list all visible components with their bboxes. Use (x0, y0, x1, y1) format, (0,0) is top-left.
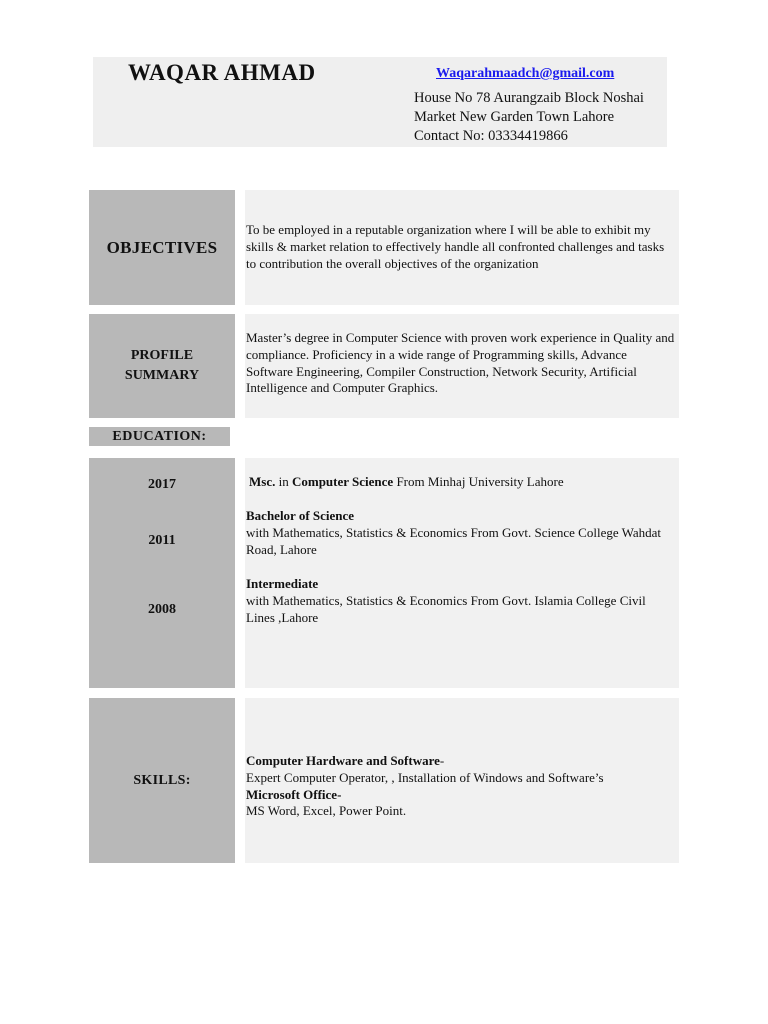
msc-degree: Msc. (249, 474, 276, 489)
skills-hw-title: Computer Hardware and Software (246, 753, 440, 768)
msc-in: in (275, 474, 292, 489)
profile-label-line2: SUMMARY (124, 368, 200, 383)
msc-detail: From Minhaj University Lahore (393, 474, 564, 489)
profile-summary-label (89, 314, 235, 418)
skills-hw-dash: - (439, 753, 445, 768)
msc-field: Computer Science (291, 474, 394, 489)
candidate-name: WAQAR AHMAD (128, 60, 316, 85)
bsc-detail: with Mathematics, Statistics & Economics From Govt. Science College Wahdat Road, Lahore (246, 524, 662, 557)
skills-text (246, 753, 676, 820)
address-line-2: Market New Garden Town Lahore (414, 109, 615, 125)
intermediate-detail: with Mathematics, Statistics & Economics From Govt. Islamia College Civil Lines ,Lahore (246, 592, 646, 625)
education-entry-bsc (246, 508, 674, 558)
profile-summary-text: Master’s degree in Computer Science with proven work experience in Quality and compliance. Proficiency in a wide range of Programming skills, Advance Software Engineering, Compiler Construction, Network Security, Artificial Intelligence and Computer Graphics. (246, 330, 675, 396)
objectives-text: To be employed in a reputable organization where I will be able to exhibit my skills & market relation to effectively handle all confronted challenges and tasks to contribution the overall objectives of the organization (246, 222, 665, 271)
bsc-title: Bachelor of Science (246, 508, 355, 523)
skills-label (89, 698, 235, 863)
skills-hw-detail: Expert Computer Operator, , Installation of Windows and Software’s (246, 769, 604, 785)
skills-office-title: Microsoft Office- (246, 786, 342, 802)
email-link[interactable]: Waqarahmaadch@gmail.com (436, 66, 615, 81)
education-entry-intermediate (246, 576, 674, 626)
education-year-2008: 2008 (148, 602, 176, 617)
contact-number: Contact No: 03334419866 (414, 128, 568, 144)
education-entry-msc (249, 474, 677, 491)
education-year-2011: 2011 (148, 533, 176, 548)
objectives-label-text: OBJECTIVES (106, 237, 218, 257)
education-panel (245, 458, 679, 688)
intermediate-title: Intermediate (246, 576, 319, 591)
skills-label-text: SKILLS: (133, 772, 191, 788)
education-label: EDUCATION: (89, 427, 230, 446)
education-year-2017: 2017 (148, 477, 176, 492)
profile-label-line1: PROFILE (130, 348, 194, 363)
objectives-label (89, 190, 235, 305)
address-line-1: House No 78 Aurangzaib Block Noshai (414, 90, 644, 106)
skills-office-detail: MS Word, Excel, Power Point. (246, 803, 407, 819)
